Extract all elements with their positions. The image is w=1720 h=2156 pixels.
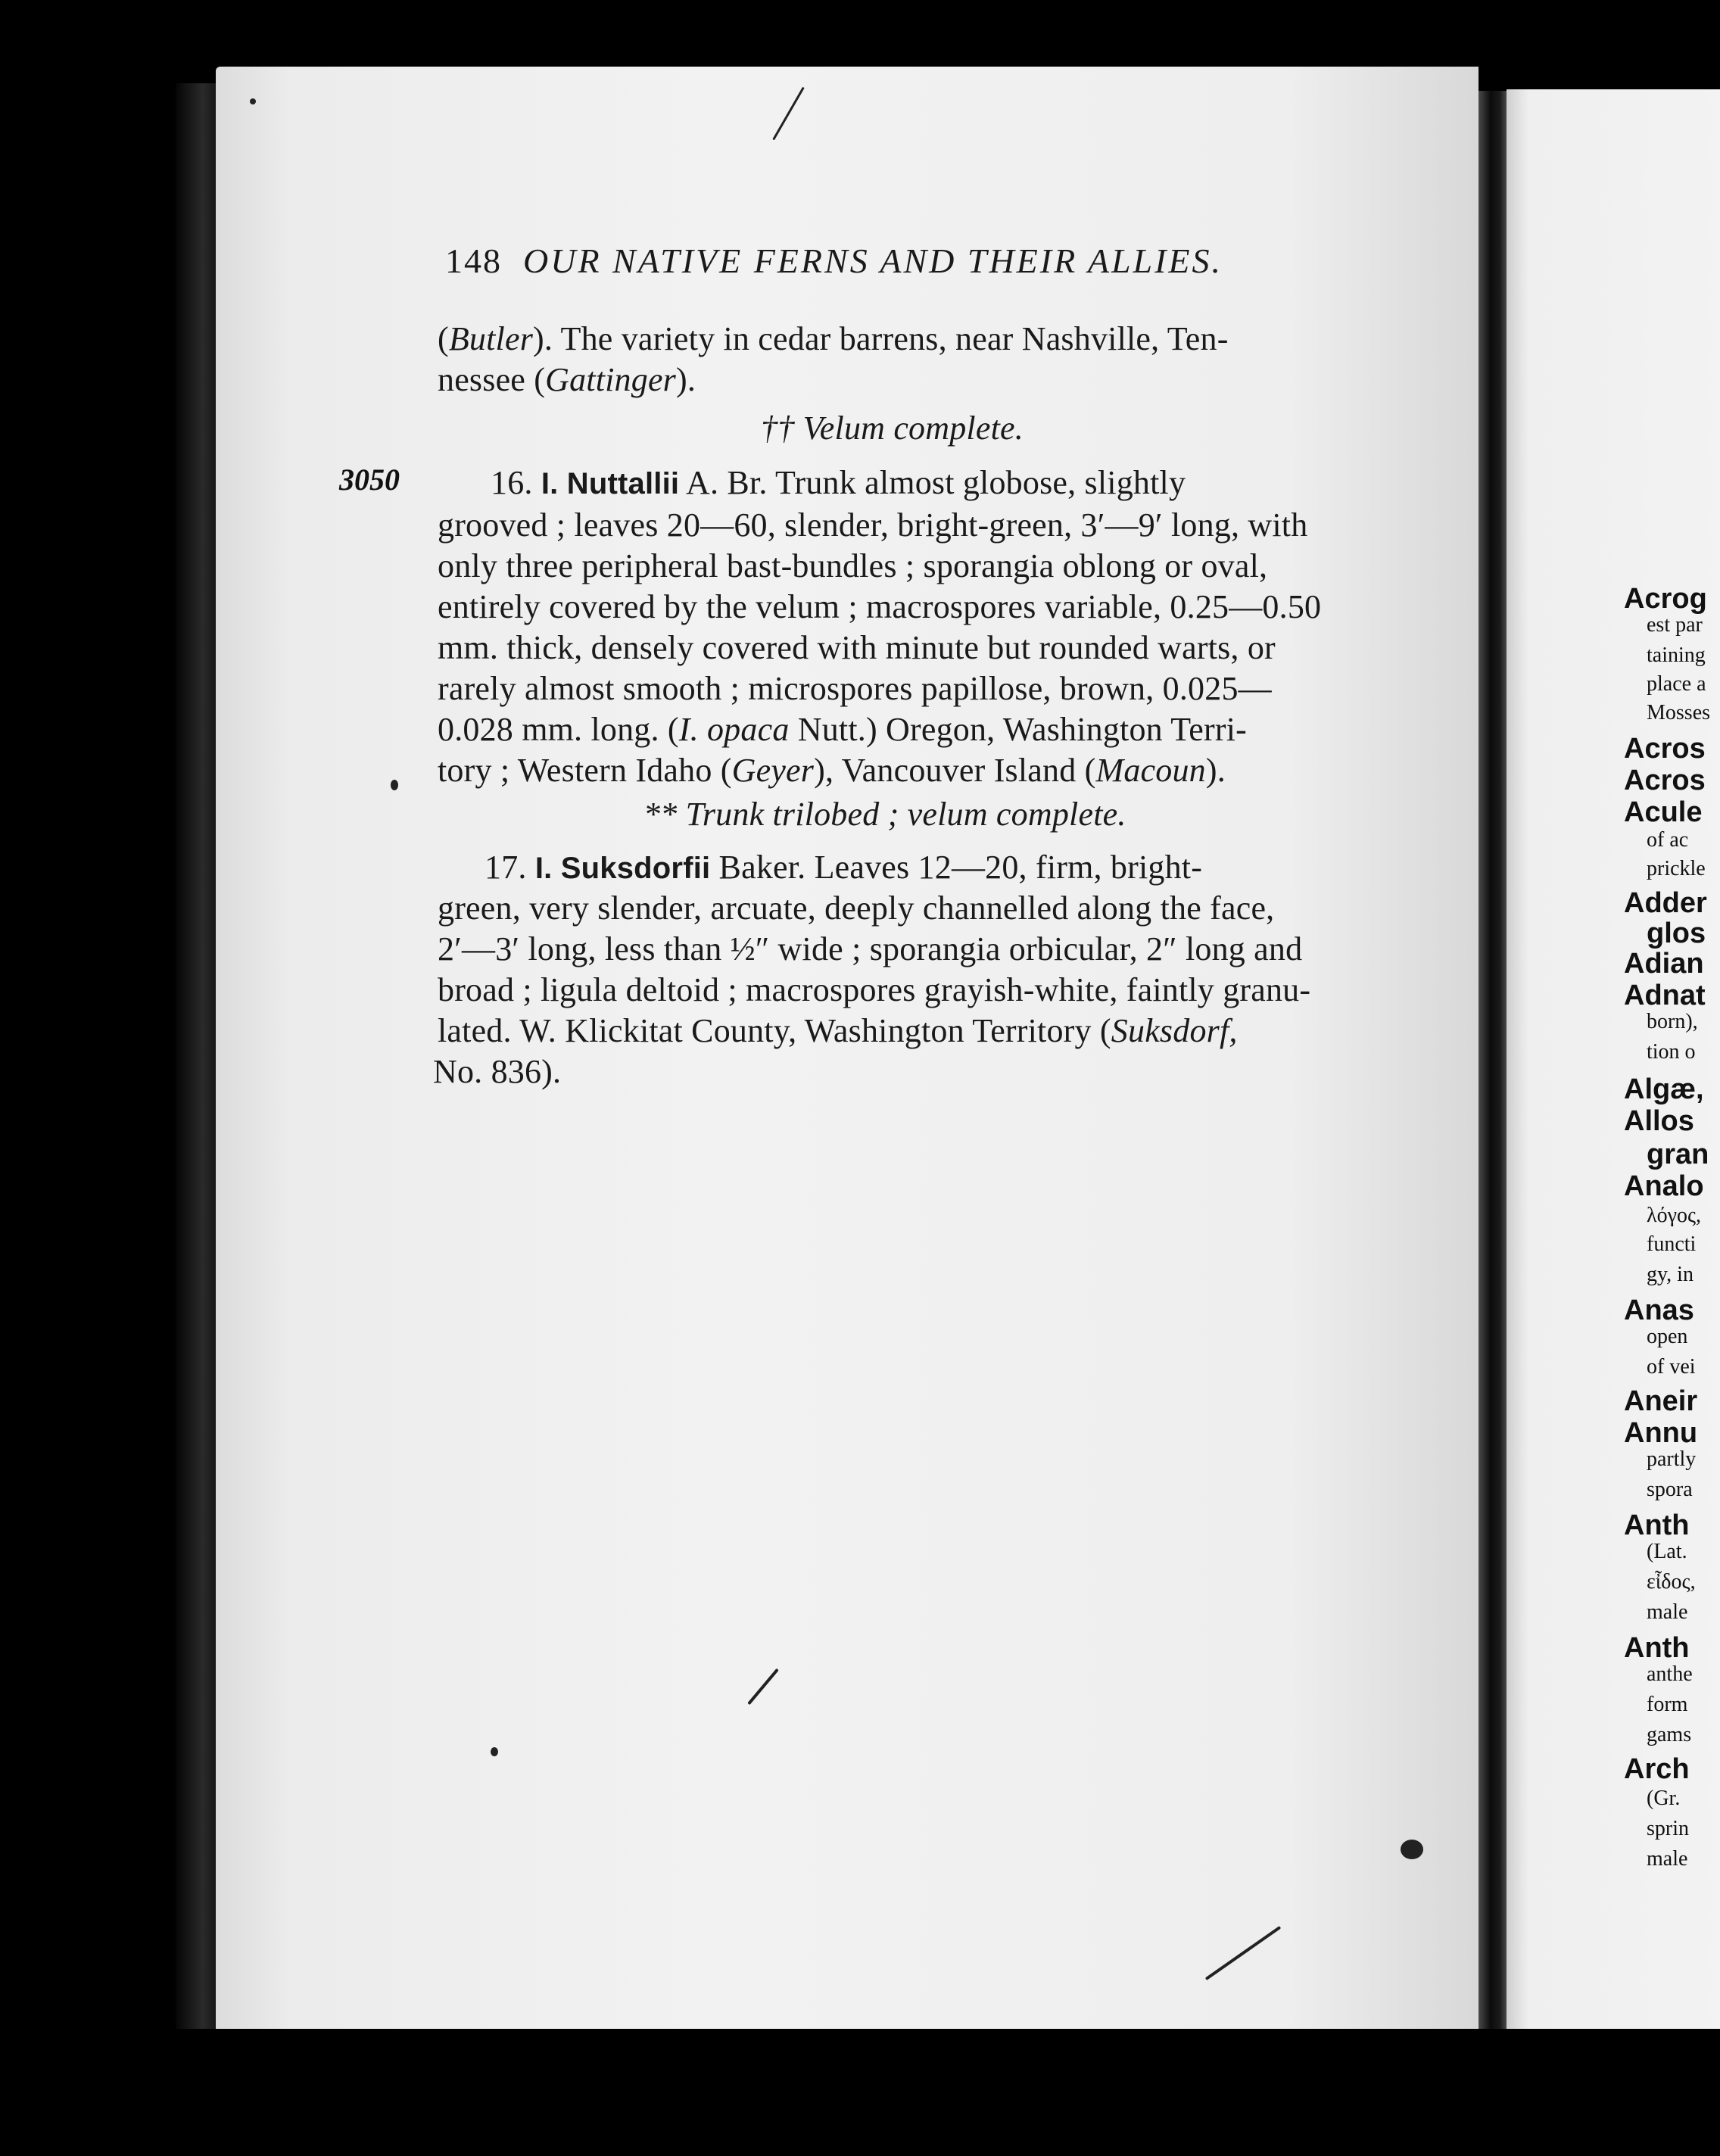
glossary-text-fragment: place a — [1647, 672, 1706, 696]
section-heading: †† Velum complete. — [761, 410, 1024, 447]
dust-speck — [391, 780, 398, 790]
glossary-text-fragment: anthe — [1647, 1662, 1693, 1686]
glossary-text-fragment: of vei — [1647, 1355, 1696, 1379]
text-line: 0.028 mm. long. (I. opaca Nutt.) Oregon, Washington Terri- — [438, 711, 1247, 748]
text-line: lated. W. Klickitat County, Washington Territory (Suksdorf, — [438, 1012, 1238, 1049]
glossary-text-fragment: partly — [1647, 1447, 1697, 1471]
glossary-text-fragment: (Lat. — [1647, 1540, 1687, 1563]
glossary-term-fragment: Anth — [1624, 1510, 1690, 1541]
dust-speck — [1401, 1840, 1423, 1859]
species-name: I. Nuttallii — [541, 467, 680, 500]
glossary-term-fragment: Aneir — [1624, 1385, 1698, 1417]
glossary-text-fragment: male — [1647, 1600, 1688, 1624]
text-line: (Butler). The variety in cedar barrens, near Nashville, Ten- — [438, 320, 1229, 357]
dust-speck — [491, 1747, 498, 1756]
text-line: only three peripheral bast-bundles ; sporangia oblong or oval, — [438, 547, 1268, 584]
glossary-term-fragment: Allos — [1624, 1105, 1694, 1137]
running-head — [445, 241, 1223, 281]
glossary-term-fragment: Arch — [1624, 1753, 1690, 1785]
glossary-text-fragment: functi — [1647, 1232, 1697, 1256]
text-line: broad ; ligula deltoid ; macrospores grayish-white, faintly granu- — [438, 971, 1311, 1008]
entry-heading-line: 17. I. Suksdorfii Baker. Leaves 12—20, firm, bright- — [485, 849, 1203, 886]
page-number: 148 — [445, 241, 502, 280]
entry-heading-line: 16. I. Nuttallii A. Br. Trunk almost globose, slightly — [491, 464, 1186, 501]
glossary-term-fragment: Algæ, — [1624, 1073, 1704, 1105]
book-edge — [176, 83, 221, 2036]
glossary-text-fragment: tion o — [1647, 1040, 1696, 1064]
text-line: rarely almost smooth ; microspores papillose, brown, 0.025— — [438, 670, 1272, 707]
glossary-text-fragment: gams — [1647, 1723, 1692, 1746]
section-heading: ** Trunk trilobed ; velum complete. — [643, 796, 1126, 833]
text-line: green, very slender, arcuate, deeply channelled along the face, — [438, 890, 1275, 927]
glossary-text-fragment: εἶδος, — [1647, 1570, 1696, 1594]
glossary-term-fragment: Adnat — [1624, 980, 1706, 1011]
text-line: mm. thick, densely covered with minute but rounded warts, or — [438, 629, 1276, 666]
glossary-term-fragment: Adder — [1624, 887, 1707, 919]
glossary-text-fragment: gy, in — [1647, 1263, 1694, 1286]
book-gutter — [1479, 91, 1509, 2044]
glossary-term-fragment: Anth — [1624, 1632, 1690, 1664]
margin-annotation: 3050 — [339, 463, 400, 497]
text-line: entirely covered by the velum ; macrospores variable, 0.25—0.50 — [438, 588, 1322, 625]
text-line: nessee (Gattinger). — [438, 361, 696, 398]
glossary-term-fragment: Annu — [1624, 1417, 1698, 1449]
dust-speck — [250, 98, 256, 104]
glossary-text-fragment: taining — [1647, 643, 1706, 667]
text-line: 2′—3′ long, less than ½″ wide ; sporangia orbicular, 2″ long and — [438, 930, 1303, 967]
glossary-text-fragment: of ac — [1647, 828, 1689, 852]
species-name: I. Suksdorfii — [534, 852, 711, 885]
glossary-text-fragment: born), — [1647, 1010, 1698, 1033]
text-line: No. 836). — [433, 1053, 562, 1090]
scan-border — [176, 2029, 1720, 2156]
glossary-text-fragment: Mosses — [1647, 701, 1711, 724]
text-line: tory ; Western Idaho (Geyer), Vancouver Island (Macoun). — [438, 752, 1226, 789]
glossary-term-fragment: Acros — [1624, 765, 1706, 796]
glossary-term-fragment: Anas — [1624, 1295, 1694, 1326]
glossary-text-fragment: prickle — [1647, 857, 1706, 880]
running-title: OUR NATIVE FERNS AND THEIR ALLIES. — [523, 241, 1223, 280]
glossary-text-fragment: form — [1647, 1693, 1688, 1716]
glossary-text-fragment: male — [1647, 1847, 1688, 1871]
glossary-text-fragment: est par — [1647, 613, 1703, 637]
glossary-text-fragment: open — [1647, 1325, 1688, 1348]
glossary-term-fragment: glos — [1647, 918, 1706, 949]
glossary-term-fragment: Analo — [1624, 1170, 1704, 1202]
glossary-text-fragment: (Gr. — [1647, 1787, 1681, 1810]
glossary-text-fragment: sprin — [1647, 1817, 1689, 1840]
glossary-term-fragment: Acros — [1624, 733, 1706, 765]
glossary-term-fragment: gran — [1647, 1139, 1709, 1170]
glossary-term-fragment: Adian — [1624, 948, 1704, 980]
glossary-term-fragment: Acrog — [1624, 583, 1707, 615]
glossary-text-fragment: spora — [1647, 1478, 1693, 1501]
glossary-term-fragment: Acule — [1624, 796, 1703, 828]
text-line: grooved ; leaves 20—60, slender, bright-green, 3′—9′ long, with — [438, 506, 1308, 544]
glossary-text-fragment: λόγος, — [1647, 1204, 1702, 1227]
